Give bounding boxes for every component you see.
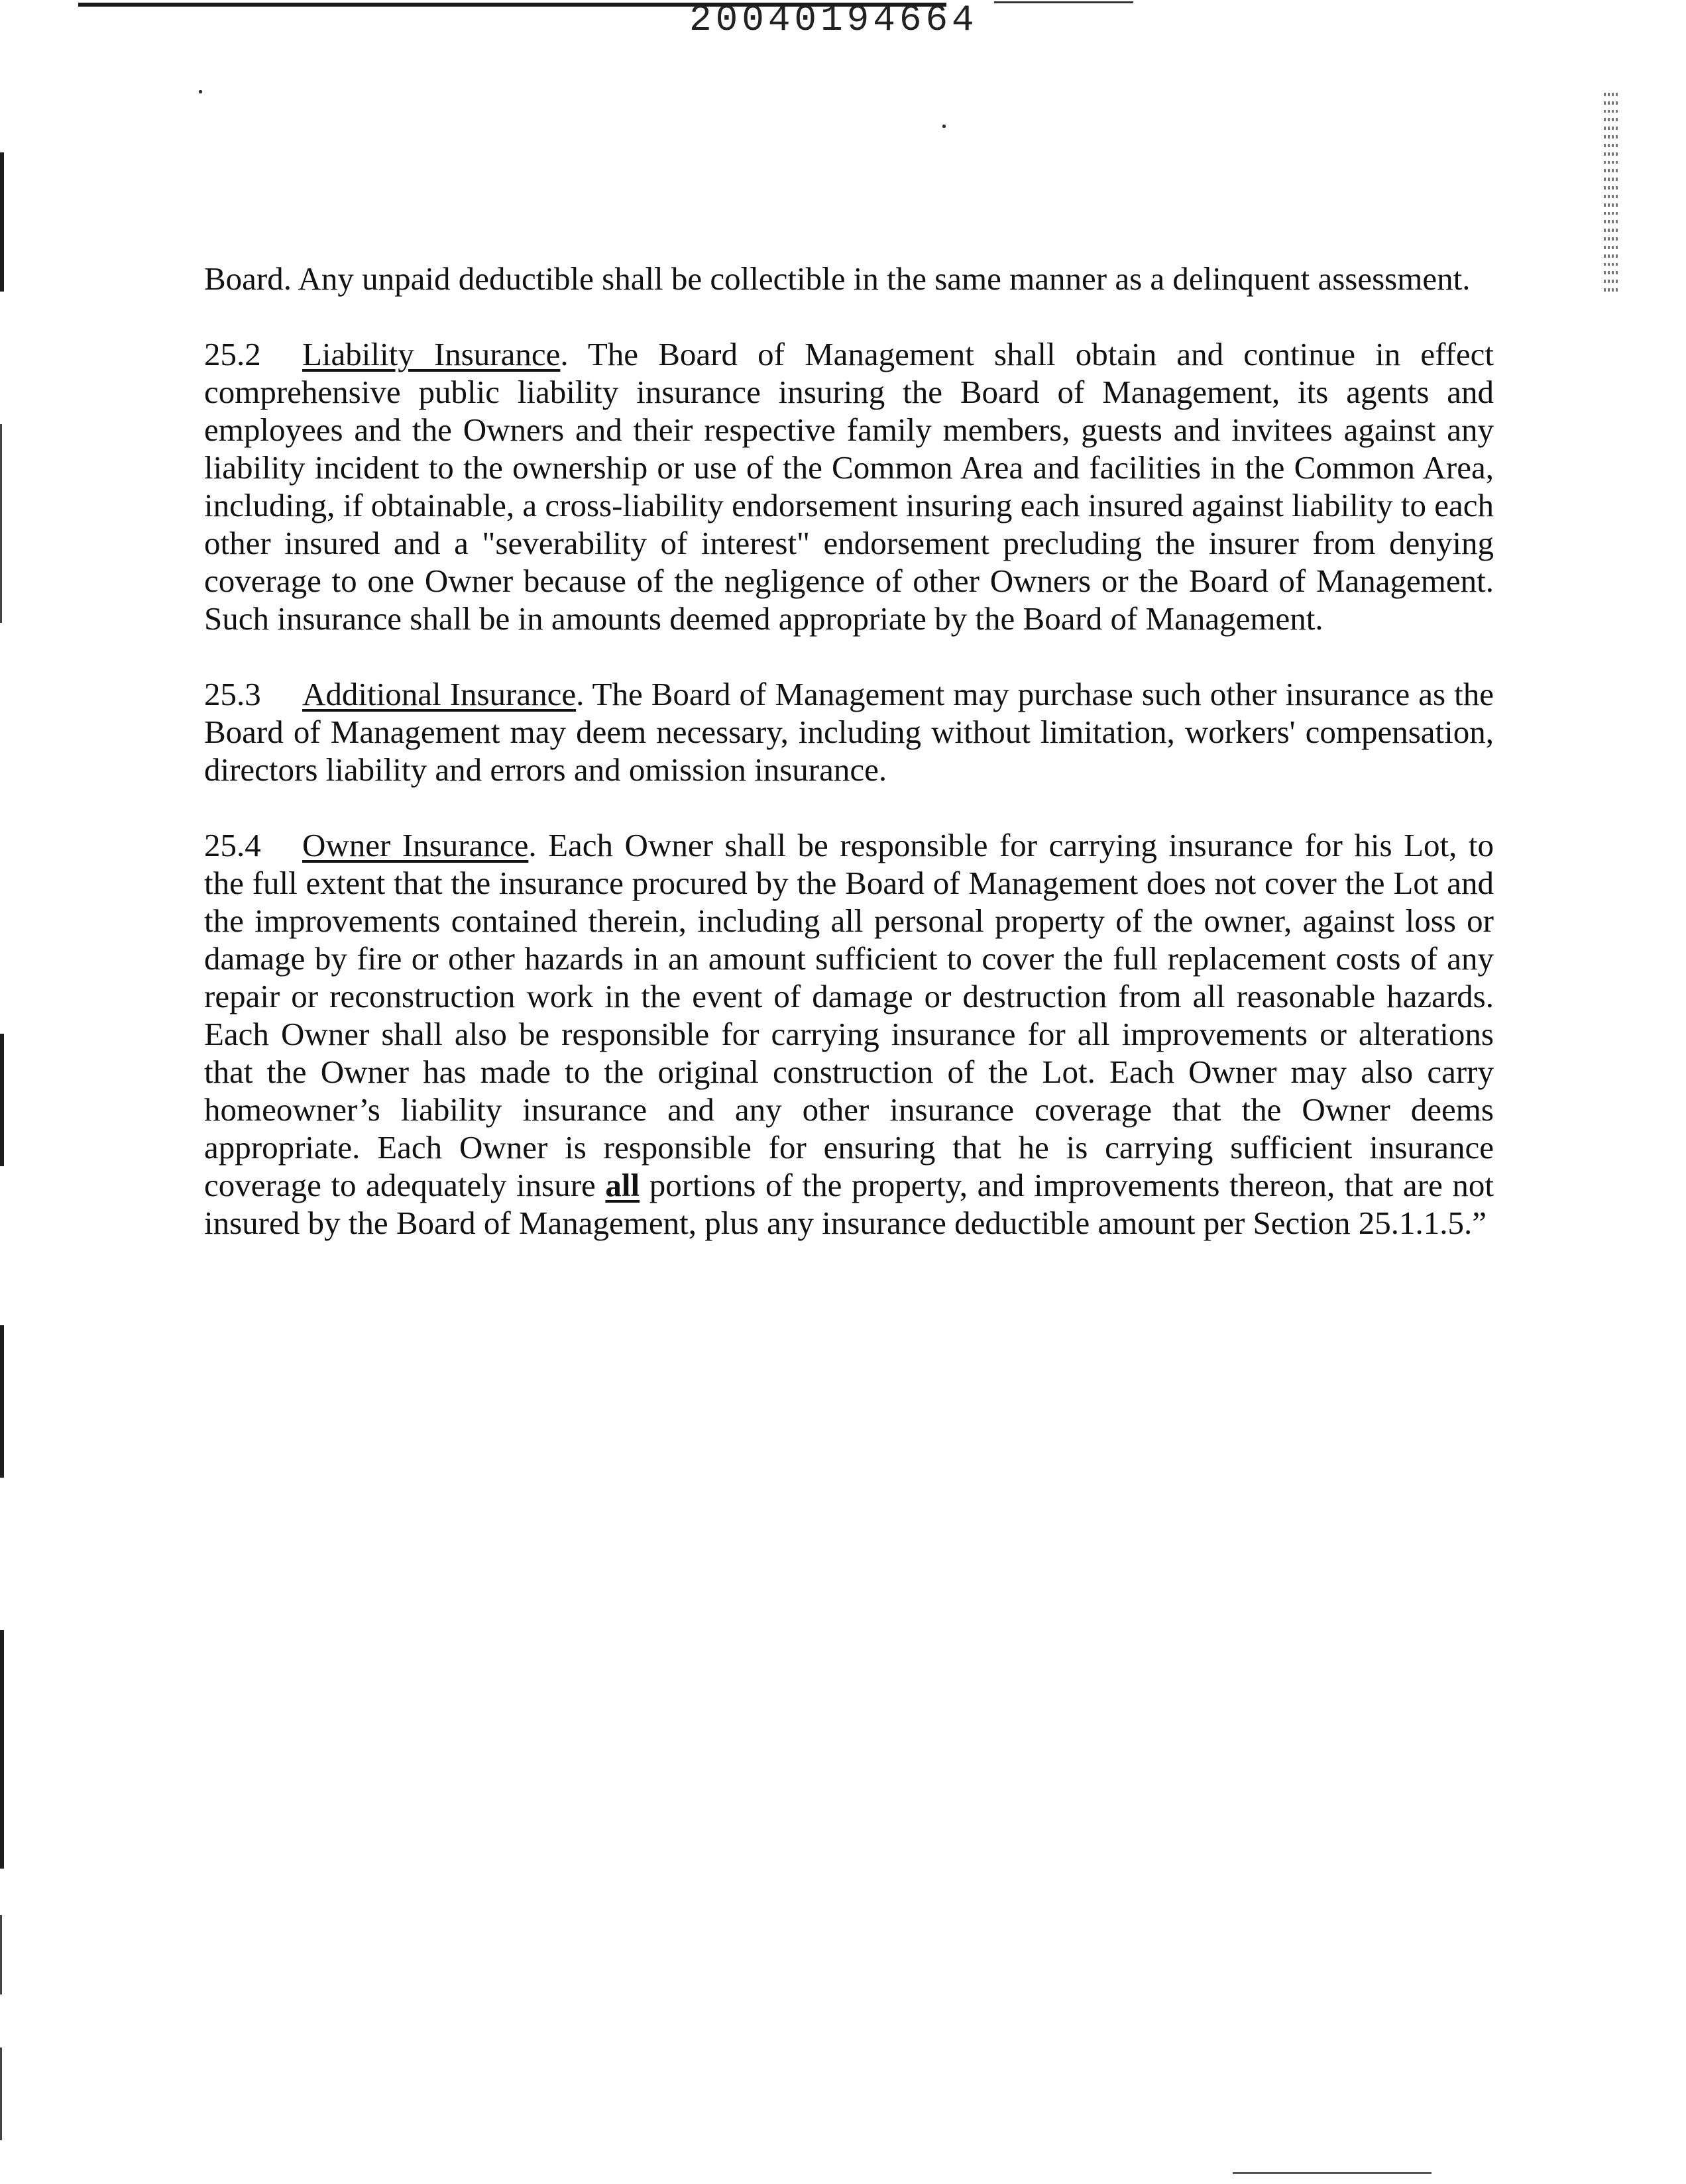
scan-edge-mark [0, 2048, 2, 2140]
scan-bottom-rule [1233, 2172, 1432, 2174]
margin-stamp [1604, 93, 1620, 292]
scan-edge-mark [0, 1915, 2, 1994]
scan-edge-mark [0, 152, 4, 292]
scan-edge-mark [0, 424, 2, 623]
document-number: 20040194664 [689, 0, 978, 41]
section-25-4 [204, 826, 1494, 1242]
section-25-3 [204, 675, 1494, 789]
paragraph-text: Board. Any unpaid deductible shall be collectible in the same manner as a delinquent assessment. [204, 260, 1471, 297]
paragraph-text: . Each Owner shall be responsible for carrying insurance for his Lot, to the full extent that the insurance procured by the Board of Management does not cover the Lot and the improvements contained therein, including all personal property of the owner, against loss or damage by fire or other hazards in an amount sufficient to cover the full replacement costs of any repair or reconstruction work in the event of damage or destruction from all reasonable hazards. Each Owner shall also be responsible for carrying insurance for all improvements or alterations that the Owner has made to the original construction of the Lot. Each Owner may also carry homeowner’s liability insurance and any other insurance coverage that the Owner deems appropriate. Each Owner is responsible for ensuring that he is carrying sufficient insurance coverage to adequately insure [204, 827, 1494, 1203]
emphasis-all: all [605, 1167, 640, 1203]
paragraph-text: . The Board of Management may purchase such other insurance as the Board of Management may deem necessary, including without limitation, workers' compensation, directors liability and errors and omission insurance. [204, 676, 1494, 788]
scan-edge-mark [0, 1034, 4, 1166]
section-heading: Owner Insurance [302, 827, 529, 863]
section-number: 25.3 [204, 676, 261, 712]
scan-edge-mark [0, 1325, 4, 1478]
paragraph-text: . The Board of Management shall obtain and continue in effect comprehensive public liability insurance insuring the Board of Management, its agents and employees and the Owners and their respective family members, guests and invitees against any liability incident to the ownership or use of the Common Area and facilities in the Common Area, including, if obtainable, a cross-liability endorsement insuring each insured against liability to each other insured and a "severability of interest" endorsement precluding the insurer from denying coverage to one Owner because of the negligence of other Owners or the Board of Management. Such insurance shall be in amounts deemed appropriate by the Board of Management. [204, 336, 1494, 637]
section-number: 25.2 [204, 336, 261, 372]
scan-top-rule-right [994, 1, 1133, 3]
section-number: 25.4 [204, 827, 261, 863]
section-heading: Liability Insurance [302, 336, 561, 372]
scan-edge-mark [0, 1630, 4, 1869]
paragraph-continuation [204, 260, 1494, 298]
section-25-2 [204, 335, 1494, 637]
paragraph-text: portions of the property, and improvements thereon, that are not insured by the Board of Management, plus any insurance deductible amount per Section 25.1.1.5.” [204, 1167, 1494, 1241]
section-heading: Additional Insurance [302, 676, 577, 712]
document-body [204, 260, 1494, 1280]
scan-speck [199, 90, 202, 93]
scan-speck [942, 125, 946, 128]
